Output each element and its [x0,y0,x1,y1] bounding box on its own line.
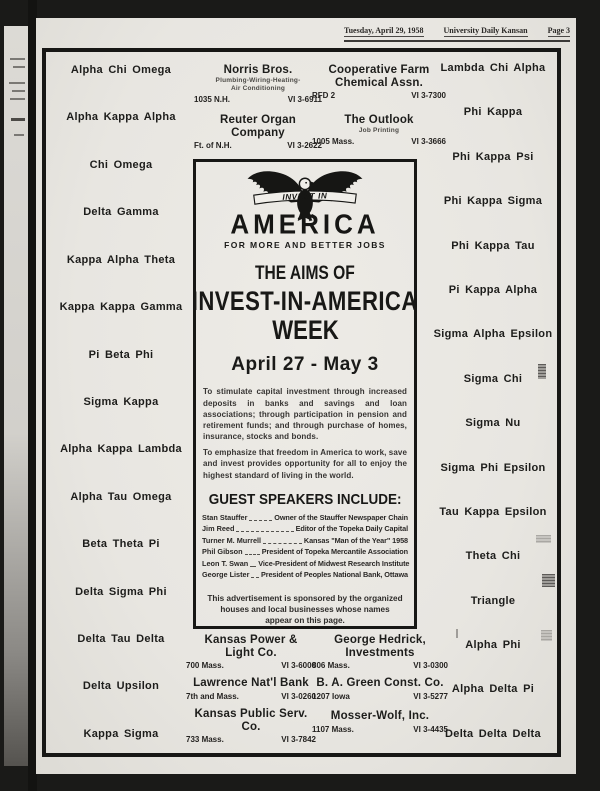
house-name: Delta Sigma Phi [75,585,167,598]
house-name: Phi Kappa Tau [451,239,535,252]
house-name: Alpha Tau Omega [70,490,172,503]
business-address: 806 Mass. [312,661,350,671]
house-name: Phi Kappa Psi [452,150,534,163]
adjacent-page-edge [4,26,28,766]
house-name: Pi Kappa Alpha [448,283,538,296]
house-name: Sigma Phi Epsilon [440,461,546,474]
speaker-name: Phil Gibson [202,547,243,557]
business-listing [310,64,448,100]
speaker-name: Turner M. Murrell [202,535,262,545]
house-name: Delta Tau Delta [77,633,165,646]
house-name: Phi Kappa Sigma [443,195,543,208]
house-name: Delta Gamma [83,206,159,219]
business-address: 1207 Iowa [312,691,350,701]
house-name: Tau Kappa Epsilon [439,505,547,518]
business-name: The Outlook [344,114,414,127]
speaker-title: President of Topeka Mercantile Association [261,547,408,557]
business-name: Kansas Public Serv. Co. [194,707,308,733]
invest-in-america-ad [193,159,417,629]
speaker-row [202,513,408,522]
house-name: Sigma Kappa [83,395,159,408]
dotted-leader [236,531,293,532]
top-business-column-1 [192,64,324,160]
business-address: 700 Mass. [186,661,224,671]
scan-artifact [538,364,546,379]
business-listing [310,114,448,146]
business-phone: VI 3-6911 [287,94,322,104]
scan-artifact [541,630,552,641]
sponsor-note: This advertisement is sponsored by the organized houses and local businesses whose names appear on this page. [207,593,403,625]
ad-tagline: FOR MORE AND BETTER JOBS [224,240,386,251]
bottom-business-column-2 [310,634,450,744]
business-phone: VI 3-7842 [281,735,316,745]
house-name: Sigma Chi [463,372,523,385]
business-listing [310,710,450,734]
masthead-date: Tuesday, April 29, 1958 [344,26,424,35]
business-address: 1005 Mass. [312,137,355,147]
banner-text: INVEST IN [282,191,328,202]
speaker-title: Vice-President of Midwest Research Institute [258,558,410,568]
dotted-leader [250,566,256,567]
page-edge-artifact [10,98,25,100]
speaker-name: Stan Stauffer [202,512,248,522]
business-name: Lawrence Nat'l Bank [193,677,309,690]
business-name: Reuter Organ Company [220,113,296,139]
house-name: Theta Chi [465,550,521,563]
house-name: Alpha Kappa Alpha [66,111,176,124]
dotted-leader [245,554,260,555]
speaker-row [202,547,408,556]
business-name: Norris Bros. [223,64,293,76]
business-name: Cooperative Farm Chemical Assn. [328,64,430,89]
page-edge-artifact [14,134,24,136]
business-address: RFD 2 [312,91,336,101]
speaker-row [202,524,408,533]
business-address: 1107 Mass. [312,724,354,734]
ad-frame [42,48,561,757]
business-listing [184,677,318,701]
dotted-leader [263,543,302,544]
business-phone: VI 3-3666 [411,137,446,147]
scan-artifact [536,535,551,543]
house-name: Triangle [470,594,516,607]
business-phone: VI 3-7300 [411,91,446,101]
business-listing [192,64,324,104]
business-phone: VI 3-0300 [413,661,448,671]
left-house-column [46,64,196,740]
house-name: Kappa Kappa Gamma [59,301,183,314]
newspaper-page [36,18,576,774]
business-address: 7th and Mass. [186,691,239,701]
house-name: Sigma Nu [465,417,521,430]
business-listing [184,708,318,744]
business-phone: VI 3-0260 [281,691,316,701]
masthead [344,26,570,42]
speaker-title: President of Peoples National Bank, Ottawa [260,570,408,580]
business-listing [184,634,318,670]
business-phone: VI 3-2622 [287,141,322,151]
page-edge-artifact [12,90,25,92]
masthead-paper-name: University Daily Kansan [443,26,528,35]
masthead-page-number: Page 3 [547,26,570,35]
dotted-leader [249,520,272,521]
business-subtitle: Plumbing-Wiring-Heating- [215,76,301,84]
business-phone: VI 3-4435 [413,724,448,734]
america-wordmark: AMERICA [230,208,380,241]
bottom-business-column-1 [184,634,318,754]
speaker-title: Owner of the Stauffer Newspaper Chain [274,512,408,522]
ad-dates: April 27 - May 3 [231,354,379,376]
house-name: Delta Upsilon [82,680,160,693]
speaker-name: Leon T. Swan [202,558,249,568]
house-name: Phi Kappa [463,106,523,119]
business-subtitle: Job Printing [358,126,400,134]
house-name: Alpha Phi [465,639,521,652]
house-name: Beta Theta Pi [82,538,160,551]
speakers-list [196,509,414,582]
speaker-row [202,559,408,568]
business-listing [192,114,324,150]
business-name: Kansas Power & Light Co. [204,634,298,659]
business-address: 733 Mass. [186,735,224,745]
dotted-leader [251,577,259,578]
business-name: B. A. Green Const. Co. [316,677,444,690]
house-name: Kappa Alpha Theta [66,253,176,266]
speaker-title: Editor of the Topeka Daily Capital [295,524,408,534]
scan-artifact [456,629,458,638]
speaker-row [202,536,408,545]
house-name: Sigma Alpha Epsilon [433,328,553,341]
speaker-name: Jim Reed [202,524,235,534]
scan-artifact [542,574,555,587]
business-listing [310,634,450,670]
page-edge-artifact [13,66,25,68]
page-edge-artifact [9,82,25,84]
speakers-heading: GUEST SPEAKERS INCLUDE: [208,490,402,508]
business-address: Ft. of N.H. [194,141,232,151]
page-edge-artifact [11,118,25,121]
speaker-title: Kansas "Man of the Year" 1958 [303,535,408,545]
house-name: Chi Omega [89,158,153,171]
page-edge-artifact [10,58,25,60]
house-name: Kappa Sigma [83,727,159,740]
business-phone: VI 3-5277 [413,691,448,701]
ad-heading-week: WEEK [271,315,339,346]
top-business-column-2 [310,64,448,156]
business-phone: VI 3-6000 [281,661,316,671]
speaker-row [202,570,408,579]
business-name: Mosser-Wolf, Inc. [330,709,430,722]
house-name: Delta Delta Delta [445,727,541,740]
ad-heading-invest: INVEST-IN-AMERICA [192,286,418,317]
house-name: Lambda Chi Alpha [440,62,546,74]
house-name: Alpha Kappa Lambda [60,443,182,456]
business-subtitle: Air Conditioning [230,84,286,92]
ad-paragraph-1: To stimulate capital investment through increased deposits in banks and savings and loan associations; through participation in pension and retirement funds; and through purchase of homes, insurance, stocks and bonds. [203,387,407,442]
house-name: Alpha Delta Pi [451,683,535,696]
business-listing [310,677,450,701]
business-address: 1035 N.H. [194,94,231,104]
house-name: Alpha Chi Omega [70,64,172,76]
ad-heading-aims: THE AIMS OF [255,263,355,285]
house-name: Pi Beta Phi [88,348,154,361]
business-name: George Hedrick, Investments [334,634,426,659]
ad-paragraph-2: To emphasize that freedom in America to work, save and invest provides opportunity for all to enjoy the highest standard of living in the world. [203,448,407,480]
speaker-name: George Lister [202,570,250,580]
